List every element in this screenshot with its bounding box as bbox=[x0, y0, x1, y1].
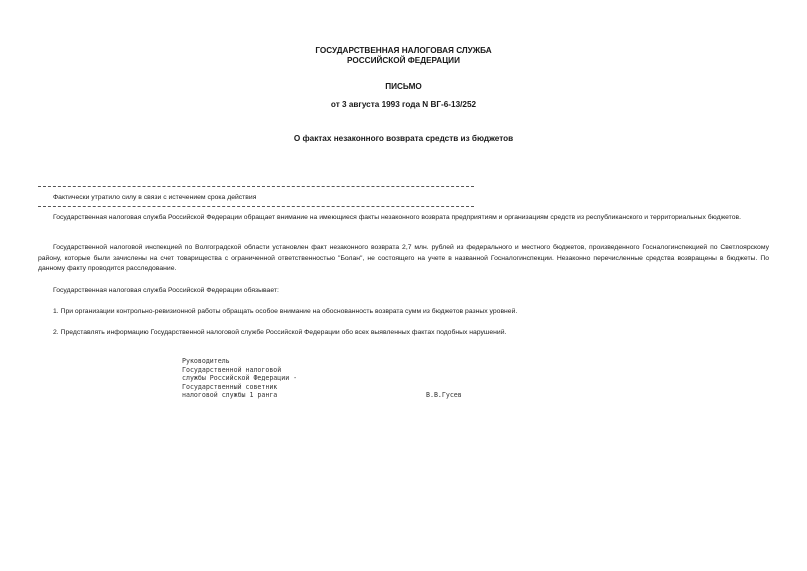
divider-bottom bbox=[38, 206, 474, 207]
document-title: О фактах незаконного возврата средств из бюджетов bbox=[293, 134, 514, 143]
authority-line-2: РОССИЙСКОЙ ФЕДЕРАЦИИ bbox=[347, 56, 460, 65]
document-type: ПИСЬМО bbox=[385, 82, 422, 91]
signature-line: Государственный советник bbox=[182, 382, 278, 391]
body-paragraph-3: Государственная налоговая служба Российской Федерации обязывает: bbox=[53, 287, 279, 294]
body-paragraph-4: 1. При организации контрольно-ревизионной работы обращать особое внимание на обоснованность возврата сумм из бюджетов разных уровней. bbox=[53, 308, 518, 315]
signature-line: Государственной налоговой bbox=[182, 365, 282, 374]
body-paragraph-2: Государственной налоговой инспекцией по Волгоградской области установлен факт незаконного возврата 2,7 млн. рублей из федерального и местного бюджетов, произведенного Госналогинспекцией по Светлоярскому району, которые были зачислены на счет товарищества с ограниченной ответственностью "Болан", не состоящего на учете в названной Госналогинспекции. Незаконно перечисленные средства возвращены в бюджеты. По данному факту проводится расследование. bbox=[38, 244, 769, 272]
signature-line: службы Российской Федерации - bbox=[182, 374, 298, 383]
authority-line-1: ГОСУДАРСТВЕННАЯ НАЛОГОВАЯ СЛУЖБА bbox=[315, 46, 492, 55]
signatory-name: В.В.Гусев bbox=[426, 391, 462, 399]
status-note: Фактически утратило силу в связи с истечением срока действия bbox=[53, 194, 257, 201]
divider-top bbox=[38, 186, 474, 187]
body-paragraph-5: 2. Представлять информацию Государственной налоговой службе Российской Федерации обо всех выявленных фактах подобных нарушений. bbox=[53, 329, 507, 336]
body-paragraph-1: Государственная налоговая служба Российской Федерации обращает внимание на имеющиеся факты незаконного возврата предприятиям и организациям средств из республиканского и территориальных бюджетов. bbox=[53, 214, 741, 221]
signature-block bbox=[182, 357, 297, 400]
signature-line: налоговой службы 1 ранга bbox=[182, 391, 278, 400]
issuing-authority bbox=[0, 46, 807, 66]
signature-line: Руководитель bbox=[182, 357, 230, 365]
document-date-number: от 3 августа 1993 года N ВГ-6-13/252 bbox=[330, 100, 477, 109]
